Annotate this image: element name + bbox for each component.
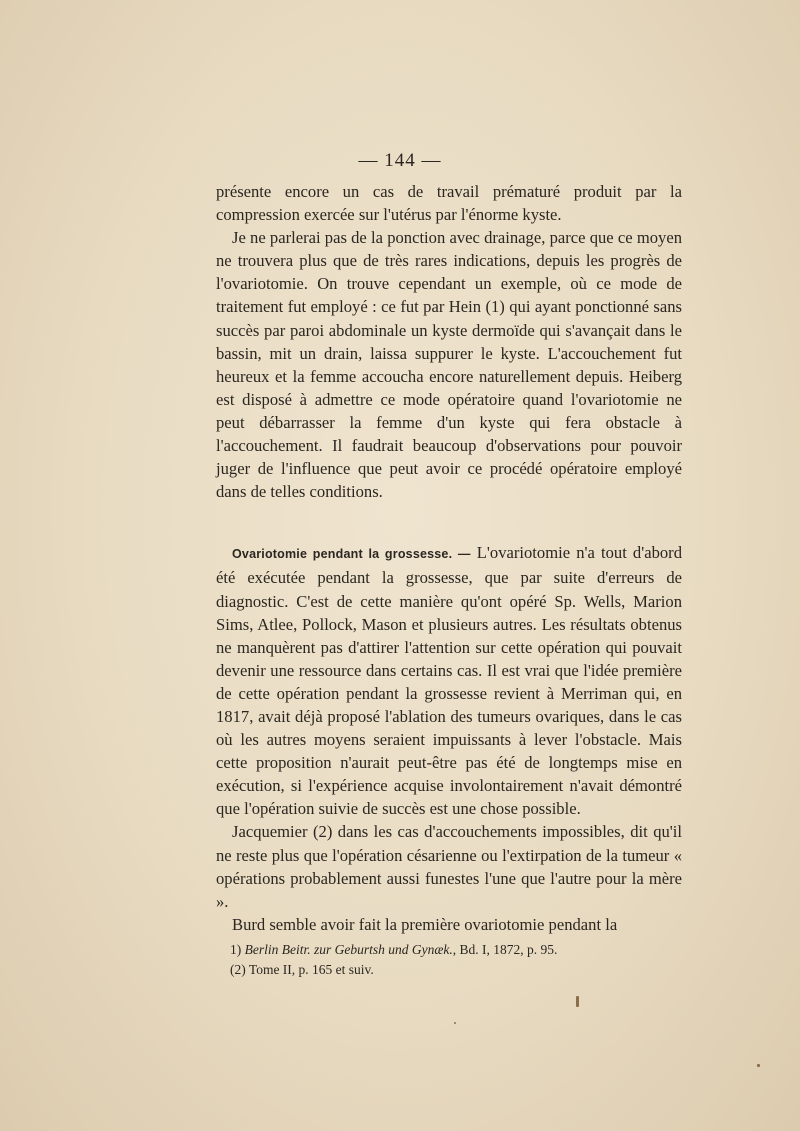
- footnote-1-marker: 1): [230, 942, 242, 957]
- footnote-2-marker: (2): [230, 962, 246, 977]
- paragraph-continuation: présente encore un cas de travail prématuré produit par la compression exercée sur l'utérus par l'énorme kyste.: [216, 182, 682, 225]
- paper-speck: [757, 1064, 760, 1067]
- body-text: [216, 180, 682, 936]
- footnote-1-details: , Bd. I, 1872, p. 95.: [452, 942, 558, 957]
- paper-speck: [454, 1022, 456, 1024]
- footnote-2-details: Tome II, p. 165 et suiv.: [248, 962, 374, 977]
- paragraph-ovariotomie-grossesse: [216, 541, 682, 820]
- footnote-1-source: Berlin Beitr. zur Geburtsh und Gynæk.: [244, 942, 453, 957]
- paper-speck: [576, 996, 579, 1007]
- footnote-2: [216, 960, 682, 980]
- paragraph-burd: Burd semble avoir fait la première ovariotomie pendant la: [232, 914, 618, 934]
- footnotes: [216, 940, 682, 980]
- paragraph-ovariotomie-text: L'ovariotomie n'a tout d'abord été exécutée pendant la grossesse, que par suite d'erreurs de diagnostic. C'est de cette manière qu'ont opéré Sp. Wells, Marion Sims, Atlee, Pollock, Mason et plusieurs autres. Les résultats obtenus ne manquèrent pas d'attirer l'attention sur cette opération qui pouvait devenir une ressource dans certains cas. Il est vrai que l'idée première de cette opération pendant la grossesse revient à Merriman qui, en 1817, avait déjà proposé l'ablation des tumeurs ovariques, dans le cas où les autres moyens seraient impuissants à lever l'obstacle. Mais cette proposition n'aurait peut-être pas été de longtemps mise en exécution, si l'expérience acquise involontairement n'avait démontré que l'opération suivie de succès est une chose possible.: [216, 543, 682, 819]
- paragraph-ponction-drainage: Je ne parlerai pas de la ponction avec drainage, parce que ce moyen ne trouvera plus que de très rares indications, depuis les progrès de l'ovariotomie. On trouve cependant un exemple, où ce mode de traitement fut employé : ce fut par Hein (1) qui ayant ponctionné sans succès par paroi abdominale un kyste dermoïde qui s'avançait dans le bassin, mit un drain, laissa suppurer le kyste. L'accouchement fut heureux et la femme accoucha encore naturellement depuis. Heiberg est disposé à admettre ce mode opératoire quand l'ovariotomie ne peut débarrasser la femme d'un kyste qui fera obstacle à l'accouchement. Il faudrait beaucoup d'observations pour pouvoir juger de l'influence que peut avoir ce procédé opératoire employé dans de telles conditions.: [216, 228, 682, 502]
- section-run-in-heading: Ovariotomie pendant la grossesse. —: [232, 547, 471, 562]
- footnote-1: [216, 940, 682, 960]
- page-number: — 144 —: [358, 150, 442, 171]
- paragraph-jacquemier: Jacquemier (2) dans les cas d'accouchements impossibles, dit qu'il ne reste plus que l'opération césarienne ou l'extirpation de la tumeur « opérations probablement aussi funestes l'une que l'autre pour la mère ».: [216, 822, 682, 911]
